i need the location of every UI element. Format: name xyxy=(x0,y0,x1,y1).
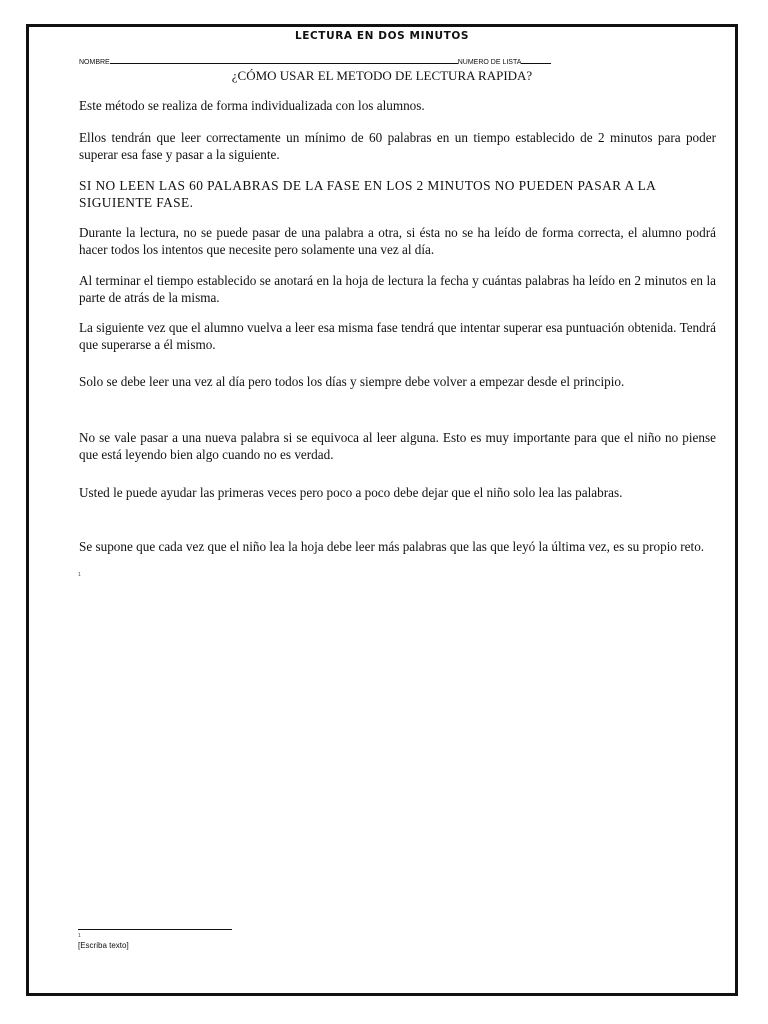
footer-placeholder-text[interactable]: [Escriba texto] xyxy=(78,941,129,950)
paragraph-5: Al terminar el tiempo establecido se anotará en la hoja de lectura la fecha y cuántas palabras ha leído en 2 minutos en la parte de atrás de la misma. xyxy=(79,273,716,305)
paragraph-8: No se vale pasar a una nueva palabra si se equivoca al leer alguna. Esto es muy importante para que el niño no piense que está leyendo bien algo cuando no es verdad. xyxy=(79,430,716,462)
name-label: NOMBRE xyxy=(79,59,110,66)
paragraph-3-rule: SI NO LEEN LAS 60 PALABRAS DE LA FASE EN LOS 2 MINUTOS NO PUEDEN PASAR A LA SIGUIENTE FASE. xyxy=(79,178,656,210)
paragraph-2: Ellos tendrán que leer correctamente un mínimo de 60 palabras en un tiempo establecido de 2 minutos para poder superar esa fase y pasar a la siguiente. xyxy=(79,130,716,162)
paragraph-6: La siguiente vez que el alumno vuelva a leer esa misma fase tendrá que intentar superar esa puntuación obtenida. Tendrá que superarse a él mismo. xyxy=(79,320,716,352)
paragraph-7: Solo se debe leer una vez al día pero todos los días y siempre debe volver a empezar desde el principio. xyxy=(79,374,625,389)
paragraph-10: Se supone que cada vez que el niño lea la hoja debe leer más palabras que las que leyó la última vez, es su propio reto. xyxy=(79,539,705,554)
header-title: LECTURA EN DOS MINUTOS xyxy=(294,30,470,42)
document-title: ¿CÓMO USAR EL METODO DE LECTURA RAPIDA? xyxy=(231,68,533,83)
list-number-blank[interactable] xyxy=(521,57,551,64)
paragraph-4: Durante la lectura, no se puede pasar de una palabra a otra, si ésta no se ha leído de forma correcta, el alumno podrá hacer todos los intentos que necesite pero solamente una vez al día. xyxy=(79,225,716,257)
footnote-separator xyxy=(78,929,232,930)
footnote-number: 1 xyxy=(78,933,81,939)
name-blank[interactable] xyxy=(110,57,458,64)
paragraph-9: Usted le puede ayudar las primeras veces pero poco a poco debe dejar que el niño solo lea las palabras. xyxy=(79,485,623,500)
paragraph-1: Este método se realiza de forma individualizada con los alumnos. xyxy=(79,98,425,113)
list-number-label: NUMERO DE LISTA xyxy=(457,59,522,66)
name-line xyxy=(79,57,699,66)
footnote-reference: 1 xyxy=(78,572,81,578)
document-page xyxy=(26,24,738,996)
